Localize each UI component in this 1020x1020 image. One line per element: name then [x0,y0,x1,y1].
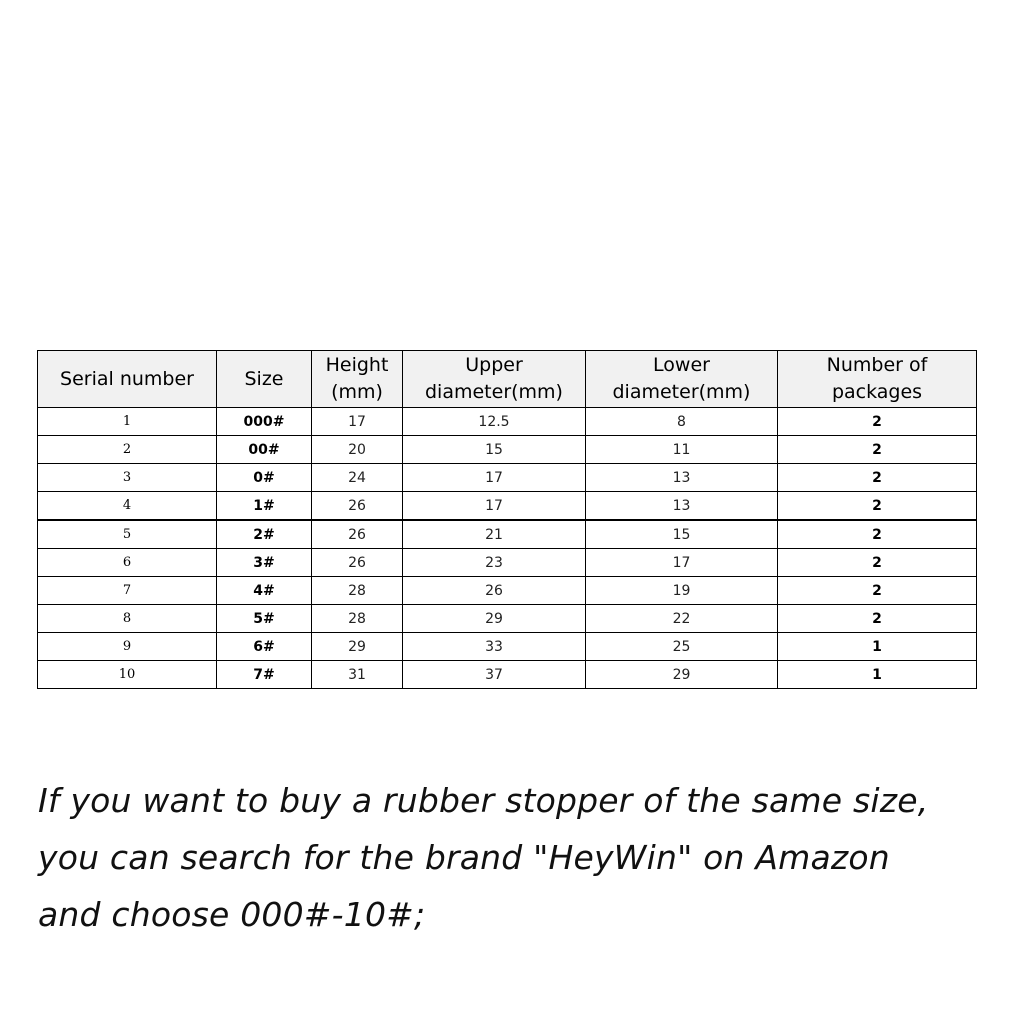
header-line: Size [244,367,284,390]
cell-height: 28 [312,605,403,633]
purchase-note [38,772,1008,943]
cell-serial: 3 [38,464,217,492]
table-row [38,661,977,689]
table-row [38,464,977,492]
header-line: Upper [465,354,523,376]
cell-serial: 10 [38,661,217,689]
cell-height: 26 [312,520,403,549]
header-line: diameter(mm) [425,381,563,403]
note-line: and choose 000#-10#; [38,895,426,934]
cell-size: 3# [217,549,312,577]
header-line: diameter(mm) [612,381,751,403]
cell-lower-diameter: 17 [586,549,778,577]
header-serial-number [38,351,217,408]
cell-upper-diameter: 33 [403,633,586,661]
table-row [38,408,977,436]
cell-packages: 2 [778,408,977,436]
cell-height: 26 [312,549,403,577]
cell-height: 26 [312,492,403,521]
cell-height: 20 [312,436,403,464]
cell-upper-diameter: 17 [403,492,586,521]
header-line: (mm) [331,381,383,403]
header-line: Number of [826,354,928,376]
cell-lower-diameter: 13 [586,464,778,492]
header-upper-diameter [403,351,586,408]
table-header [38,351,977,408]
cell-serial: 7 [38,577,217,605]
cell-size: 0# [217,464,312,492]
cell-packages: 2 [778,605,977,633]
cell-size: 1# [217,492,312,521]
cell-lower-diameter: 29 [586,661,778,689]
size-table [37,350,977,689]
size-table-container [37,350,976,689]
cell-serial: 5 [38,520,217,549]
header-line: Height [325,354,389,376]
table-row [38,549,977,577]
cell-lower-diameter: 8 [586,408,778,436]
cell-lower-diameter: 25 [586,633,778,661]
cell-size: 00# [217,436,312,464]
cell-size: 000# [217,408,312,436]
cell-serial: 1 [38,408,217,436]
cell-lower-diameter: 19 [586,577,778,605]
table-body [38,408,977,689]
cell-serial: 4 [38,492,217,521]
header-size [217,351,312,408]
cell-upper-diameter: 26 [403,577,586,605]
cell-size: 6# [217,633,312,661]
cell-lower-diameter: 13 [586,492,778,521]
note-line: you can search for the brand "HeyWin" on Amazon [38,838,890,877]
cell-packages: 2 [778,577,977,605]
header-lower-diameter [586,351,778,408]
cell-size: 7# [217,661,312,689]
header-number-of-packages [778,351,977,408]
cell-upper-diameter: 15 [403,436,586,464]
cell-packages: 1 [778,633,977,661]
table-row [38,520,977,549]
cell-packages: 2 [778,520,977,549]
cell-serial: 2 [38,436,217,464]
cell-upper-diameter: 37 [403,661,586,689]
table-row [38,436,977,464]
cell-upper-diameter: 29 [403,605,586,633]
header-height [312,351,403,408]
cell-upper-diameter: 21 [403,520,586,549]
table-row [38,577,977,605]
cell-packages: 2 [778,436,977,464]
header-row [38,351,977,408]
cell-upper-diameter: 12.5 [403,408,586,436]
header-line: Lower [653,354,710,376]
cell-packages: 2 [778,549,977,577]
cell-size: 5# [217,605,312,633]
cell-upper-diameter: 23 [403,549,586,577]
cell-height: 24 [312,464,403,492]
table-row [38,633,977,661]
header-line: packages [831,381,923,403]
cell-lower-diameter: 22 [586,605,778,633]
cell-serial: 9 [38,633,217,661]
cell-packages: 1 [778,661,977,689]
cell-size: 4# [217,577,312,605]
cell-lower-diameter: 11 [586,436,778,464]
cell-lower-diameter: 15 [586,520,778,549]
table-row [38,492,977,521]
cell-height: 31 [312,661,403,689]
cell-height: 28 [312,577,403,605]
header-line: Serial number [60,367,194,390]
cell-height: 17 [312,408,403,436]
cell-serial: 6 [38,549,217,577]
cell-size: 2# [217,520,312,549]
table-row [38,605,977,633]
cell-upper-diameter: 17 [403,464,586,492]
cell-packages: 2 [778,492,977,521]
cell-serial: 8 [38,605,217,633]
cell-height: 29 [312,633,403,661]
note-line: If you want to buy a rubber stopper of the same size, [38,781,929,820]
cell-packages: 2 [778,464,977,492]
